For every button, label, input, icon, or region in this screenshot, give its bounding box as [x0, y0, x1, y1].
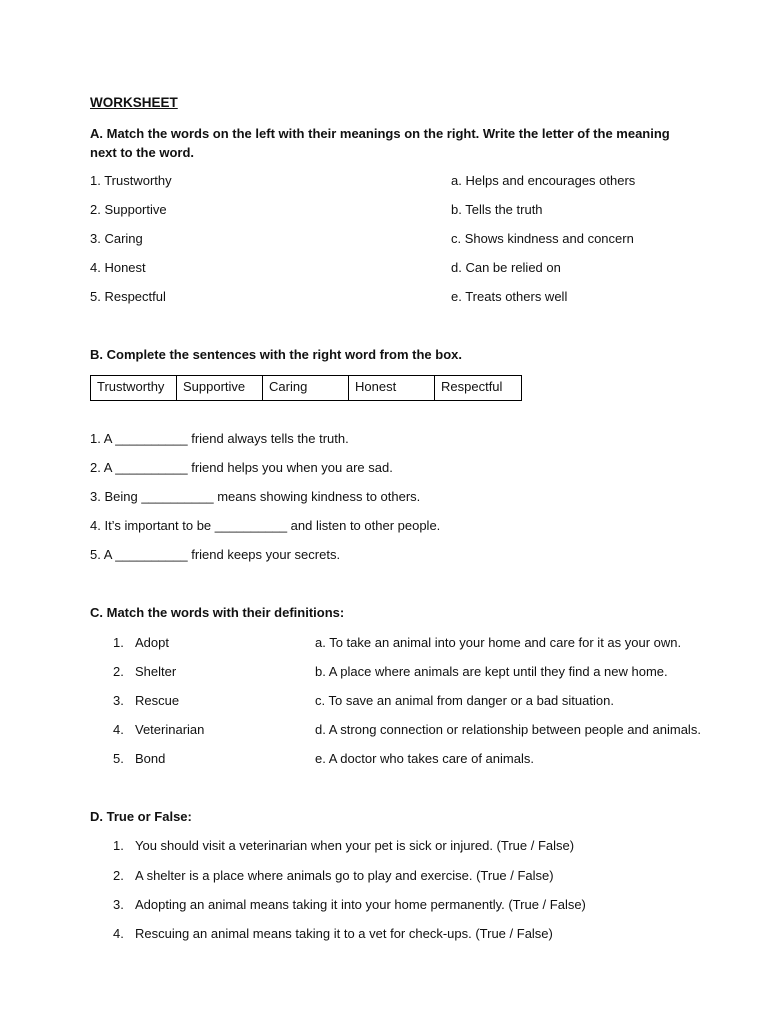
section-d-instruction: D. True or False: — [90, 809, 192, 824]
section-c-definition: e. A doctor who takes care of animals. — [315, 751, 534, 766]
word-box-cell: Respectful — [441, 379, 503, 394]
list-number: 4. — [113, 926, 124, 941]
section-c-definition: a. To take an animal into your home and care for it as your own. — [315, 635, 682, 650]
list-number: 4. — [113, 722, 124, 737]
section-c-definition: c. To save an animal from danger or a bad situation. — [315, 693, 614, 708]
fill-in-sentence: 5. A __________ friend keeps your secrets. — [90, 547, 341, 562]
fill-in-sentence: 2. A __________ friend helps you when you are sad. — [90, 460, 393, 475]
list-number: 3. — [113, 897, 124, 912]
section-a-meaning: b. Tells the truth — [451, 202, 543, 217]
section-a-word: 3. Caring — [90, 231, 143, 246]
list-number: 2. — [113, 868, 124, 883]
section-c-instruction: C. Match the words with their definitions: — [90, 605, 345, 620]
section-a-meaning: d. Can be relied on — [451, 260, 561, 275]
section-a-meaning: c. Shows kindness and concern — [451, 231, 634, 246]
list-number: 1. — [113, 838, 124, 853]
section-a-word: 4. Honest — [90, 260, 146, 275]
section-c-word: Shelter — [135, 664, 177, 679]
true-false-statement: A shelter is a place where animals go to play and exercise. (True / False) — [135, 868, 554, 883]
section-b-instruction: B. Complete the sentences with the right word from the box. — [90, 347, 462, 362]
true-false-statement: Adopting an animal means taking it into your home permanently. (True / False) — [135, 897, 586, 912]
list-number: 1. — [113, 635, 124, 650]
true-false-statement: Rescuing an animal means taking it to a vet for check-ups. (True / False) — [135, 926, 553, 941]
worksheet-title: WORKSHEET — [90, 95, 178, 110]
fill-in-sentence: 4. It’s important to be __________ and listen to other people. — [90, 518, 441, 533]
fill-in-sentence: 3. Being __________ means showing kindness to others. — [90, 489, 421, 504]
section-a-word: 2. Supportive — [90, 202, 167, 217]
list-number: 2. — [113, 664, 124, 679]
word-box — [90, 375, 522, 401]
section-c-definition: b. A place where animals are kept until they find a new home. — [315, 664, 668, 679]
section-c-word: Adopt — [135, 635, 169, 650]
list-number: 3. — [113, 693, 124, 708]
word-box-cell: Caring — [263, 376, 349, 400]
section-a-instruction: A. Match the words on the left with their meanings on the right. Write the letter of the meaning next to the word. — [90, 126, 670, 160]
section-a-word: 1. Trustworthy — [90, 173, 172, 188]
section-a-meaning: a. Helps and encourages others — [451, 173, 636, 188]
fill-in-sentence: 1. A __________ friend always tells the truth. — [90, 431, 349, 446]
section-c-word: Bond — [135, 751, 166, 766]
list-number: 5. — [113, 751, 124, 766]
word-box-cell: Supportive — [177, 376, 263, 400]
word-box-cell: Trustworthy — [91, 376, 177, 400]
section-c-definition: d. A strong connection or relationship between people and animals. — [315, 722, 701, 737]
section-c-word: Rescue — [135, 693, 180, 708]
section-a-word: 5. Respectful — [90, 289, 166, 304]
word-box-cell: Honest — [349, 376, 435, 400]
section-a-meaning: e. Treats others well — [451, 289, 568, 304]
section-c-word: Veterinarian — [135, 722, 205, 737]
true-false-statement: You should visit a veterinarian when your pet is sick or injured. (True / False) — [135, 838, 575, 853]
